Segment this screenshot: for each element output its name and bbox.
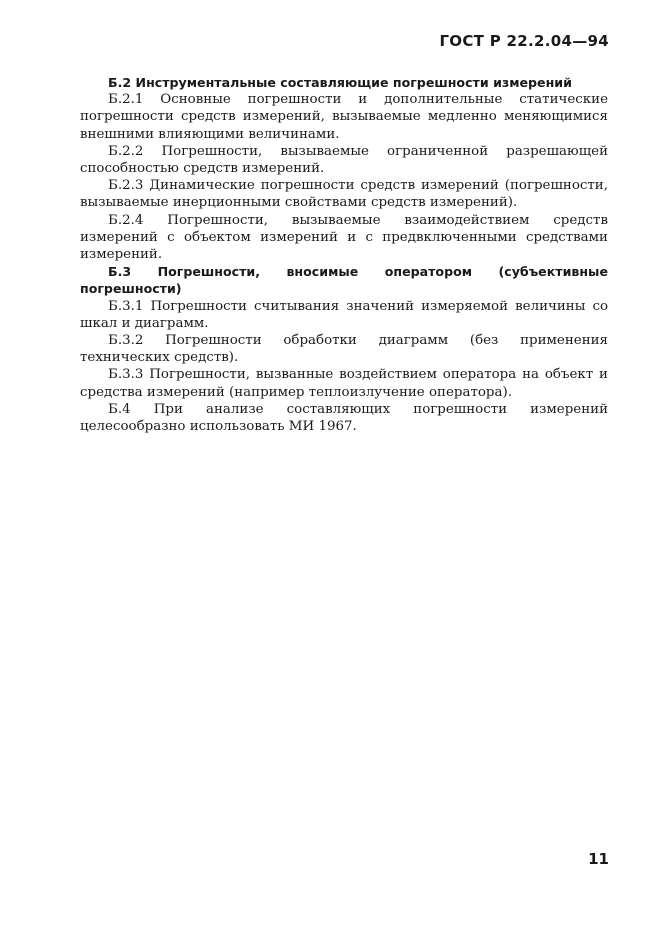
- paragraph-b4: Б.4 При анализе составляющих погрешности измерений целесообразно использовать МИ 1967.: [80, 401, 608, 435]
- section-heading-b3: Б.3 Погрешности, вносимые оператором (субъективные погрешности): [80, 264, 608, 297]
- paragraph-b2-3: Б.2.3 Динамические погрешности средств измерений (погрешности, вызываемые инерционными свойствами средств измерений).: [80, 178, 608, 211]
- paragraph-b3-3: Б.3.3 Погрешности, вызванные воздействием оператора на объект и средства измерений (например теплоизлучение оператора).: [80, 367, 608, 400]
- paragraph-b2-2: Б.2.2 Погрешности, вызываемые ограниченной разрешающей способностью средств измерений.: [80, 143, 608, 177]
- page-number: 11: [588, 850, 609, 868]
- section-heading-b2: Б.2 Инструментальные составляющие погрешности измерений: [108, 75, 572, 90]
- paragraph-b2-1: Б.2.1 Основные погрешности и дополнительные статические погрешности средств измерений, вызываемые медленно меняющимися внешними влияющими величинами.: [80, 92, 608, 142]
- paragraph-b3-1: Б.3.1 Погрешности считывания значений измеряемой величины со шкал и диаграмм.: [80, 298, 608, 331]
- document-code-header: ГОСТ Р 22.2.04—94: [439, 32, 609, 50]
- document-body: [80, 74, 608, 435]
- paragraph-b2-4: Б.2.4 Погрешности, вызываемые взаимодействием средств измерений с объектом измерений и с предвключенными средствами измерений.: [80, 212, 608, 263]
- paragraph-b3-2: Б.3.2 Погрешности обработки диаграмм (без применения технических средств).: [80, 333, 608, 366]
